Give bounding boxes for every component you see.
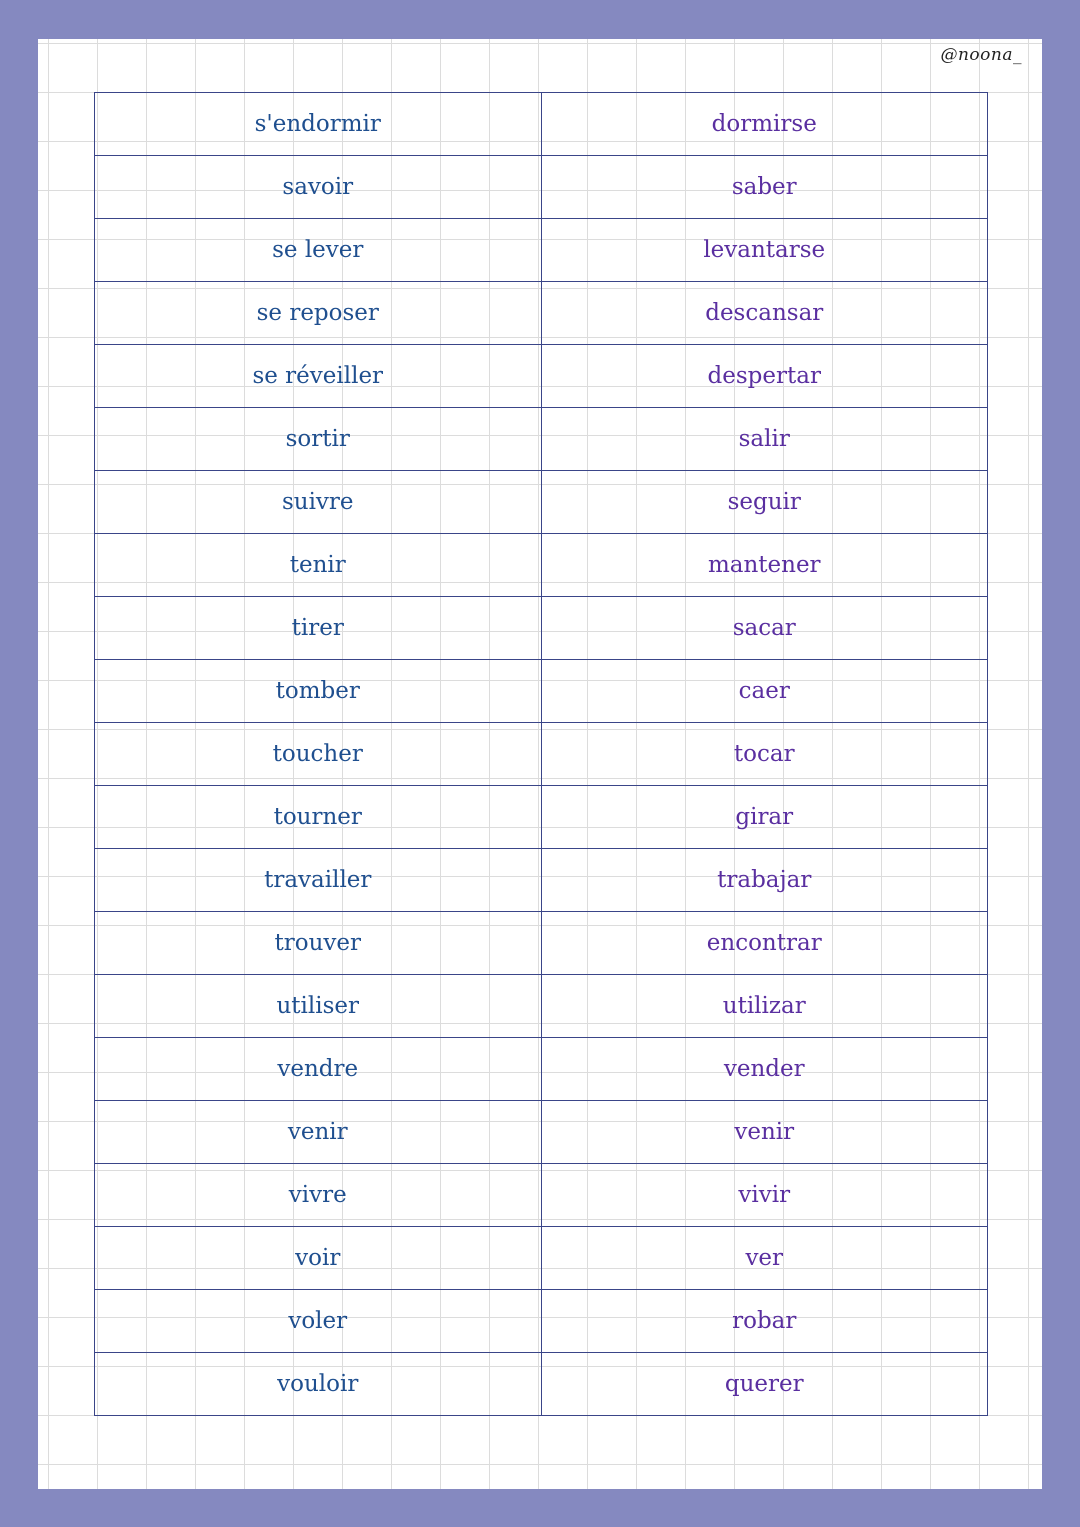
- french-verb: se reposer: [95, 282, 542, 345]
- french-verb: se lever: [95, 219, 542, 282]
- french-verb: vouloir: [95, 1353, 542, 1416]
- spanish-verb: saber: [541, 156, 988, 219]
- table-row: [95, 471, 988, 534]
- spanish-verb: vivir: [541, 1164, 988, 1227]
- table-row: [95, 1164, 988, 1227]
- spanish-verb: salir: [541, 408, 988, 471]
- spanish-verb: girar: [541, 786, 988, 849]
- table-row: [95, 1353, 988, 1416]
- french-verb: sortir: [95, 408, 542, 471]
- table-row: [95, 1290, 988, 1353]
- table-row: [95, 1227, 988, 1290]
- spanish-verb: seguir: [541, 471, 988, 534]
- french-verb: vendre: [95, 1038, 542, 1101]
- notebook-page: [38, 39, 1042, 1489]
- vocabulary-table: [94, 92, 988, 1416]
- french-verb: toucher: [95, 723, 542, 786]
- french-verb: trouver: [95, 912, 542, 975]
- spanish-verb: robar: [541, 1290, 988, 1353]
- table-row: [95, 1038, 988, 1101]
- french-verb: utiliser: [95, 975, 542, 1038]
- spanish-verb: caer: [541, 660, 988, 723]
- spanish-verb: despertar: [541, 345, 988, 408]
- spanish-verb: venir: [541, 1101, 988, 1164]
- table-row: [95, 408, 988, 471]
- spanish-verb: vender: [541, 1038, 988, 1101]
- french-verb: se réveiller: [95, 345, 542, 408]
- table-row: [95, 345, 988, 408]
- spanish-verb: trabajar: [541, 849, 988, 912]
- french-verb: tenir: [95, 534, 542, 597]
- table-row: [95, 786, 988, 849]
- spanish-verb: levantarse: [541, 219, 988, 282]
- spanish-verb: ver: [541, 1227, 988, 1290]
- author-watermark: @noona_: [940, 45, 1022, 65]
- spanish-verb: descansar: [541, 282, 988, 345]
- table-row: [95, 912, 988, 975]
- french-verb: voler: [95, 1290, 542, 1353]
- french-verb: tourner: [95, 786, 542, 849]
- table-row: [95, 660, 988, 723]
- spanish-verb: querer: [541, 1353, 988, 1416]
- table-row: [95, 723, 988, 786]
- table-row: [95, 93, 988, 156]
- spanish-verb: utilizar: [541, 975, 988, 1038]
- french-verb: s'endormir: [95, 93, 542, 156]
- table-row: [95, 975, 988, 1038]
- french-verb: tomber: [95, 660, 542, 723]
- french-verb: savoir: [95, 156, 542, 219]
- french-verb: suivre: [95, 471, 542, 534]
- french-verb: tirer: [95, 597, 542, 660]
- french-verb: voir: [95, 1227, 542, 1290]
- french-verb: travailler: [95, 849, 542, 912]
- table-row: [95, 534, 988, 597]
- french-verb: venir: [95, 1101, 542, 1164]
- spanish-verb: tocar: [541, 723, 988, 786]
- spanish-verb: dormirse: [541, 93, 988, 156]
- spanish-verb: sacar: [541, 597, 988, 660]
- french-verb: vivre: [95, 1164, 542, 1227]
- table-row: [95, 219, 988, 282]
- spanish-verb: encontrar: [541, 912, 988, 975]
- table-row: [95, 849, 988, 912]
- table-row: [95, 597, 988, 660]
- table-row: [95, 1101, 988, 1164]
- table-row: [95, 282, 988, 345]
- spanish-verb: mantener: [541, 534, 988, 597]
- table-row: [95, 156, 988, 219]
